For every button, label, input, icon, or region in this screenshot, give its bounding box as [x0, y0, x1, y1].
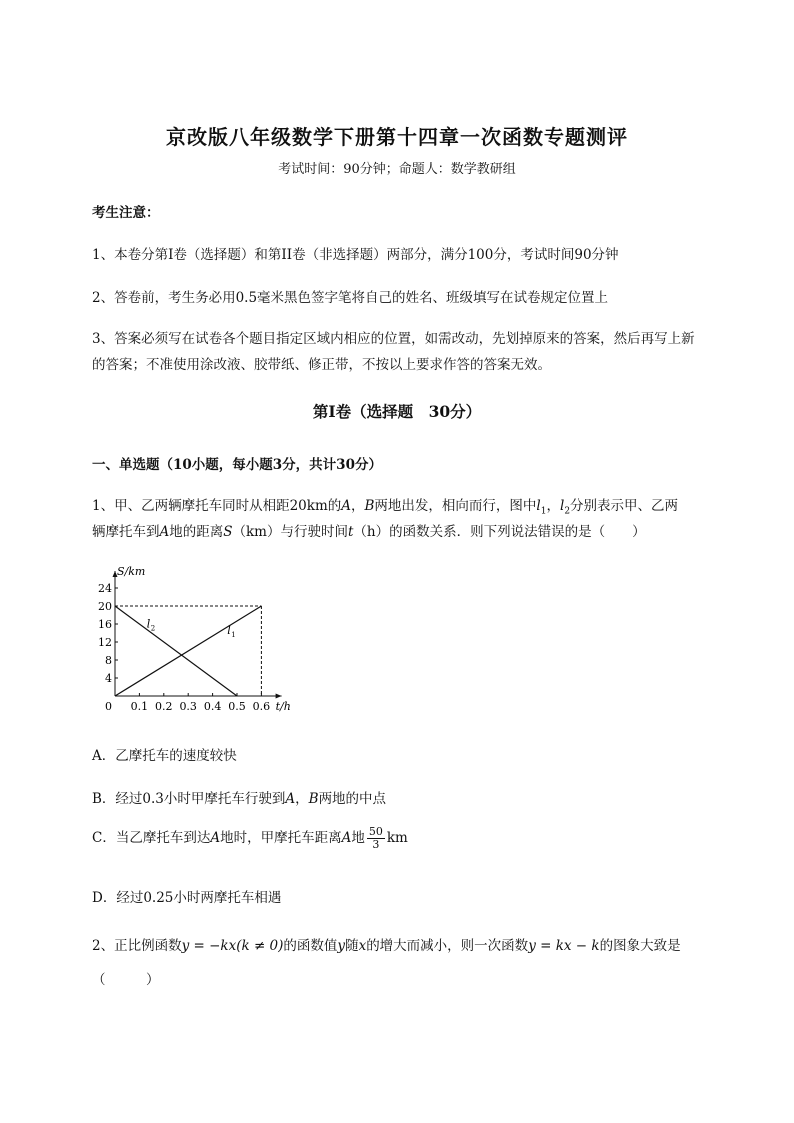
series-line-l1: [115, 606, 261, 696]
q2-text: 的图象大致是: [599, 938, 681, 954]
q2-stem-line-1: [92, 934, 681, 954]
q1-var-a: A: [210, 830, 221, 846]
series-label-sub-l1: 1: [231, 630, 236, 639]
x-tick-label: 0.6: [252, 700, 271, 713]
q1-text: C．当乙摩托车到达: [92, 830, 211, 846]
q1-var-a: A: [159, 524, 170, 540]
page-title: 京改版八年级数学下册第十四章一次函数专题测评: [166, 125, 628, 149]
q1-var-b: B: [308, 791, 319, 807]
q1-l2-sub: 2: [564, 506, 571, 517]
page-subtitle: 考试时间：90分钟；命题人：数学教研组: [278, 162, 516, 177]
q2-text: 随: [345, 938, 359, 954]
q1-var-a: A: [285, 791, 296, 807]
y-tick-label: 24: [98, 582, 112, 595]
q1-text: （km）与行驶时间: [232, 524, 348, 540]
q1-var-b: B: [364, 498, 375, 514]
q1-distance-time-chart: [96, 560, 306, 720]
q1-var-a: A: [341, 498, 351, 514]
q1-stem-line-2: [92, 520, 646, 540]
q1-text: 地时，甲摩托车距离: [220, 830, 342, 846]
q2-text: 2、正比例函数: [92, 938, 182, 954]
q1-option-c: [92, 826, 408, 851]
q1-l1-sub: 1: [540, 506, 547, 517]
q1-option-a: A．乙摩托车的速度较快: [92, 748, 237, 764]
notice-item-1: 1、本卷分第I卷（选择题）和第II卷（非选择题）两部分，满分100分，考试时间90分钟: [92, 247, 619, 263]
q1-text: B．经过0.3小时甲摩托车行驶到: [92, 791, 286, 807]
q1-var-a: A: [341, 830, 352, 846]
origin-label: 0: [105, 700, 112, 713]
q1-text: （h）的函数关系．则下列说法错误的是（ ）: [353, 524, 646, 540]
q2-var-x: x: [358, 938, 367, 954]
y-tick-label: 16: [98, 618, 112, 631]
y-tick-label: 12: [98, 636, 112, 649]
q1-var-s: S: [223, 524, 233, 540]
x-axis-arrow: [276, 694, 282, 699]
q1-l2: l: [559, 498, 565, 514]
q1-stem-line-1: [92, 494, 678, 517]
q1-text: ，: [351, 498, 365, 514]
notice-item-3-line-1: 3、答案必须写在试卷各个题目指定区域内相应的位置，如需改动，先划掉原来的答案，然后再写上新: [92, 331, 695, 347]
y-tick-label: 8: [105, 654, 112, 667]
x-tick-label: 0.5: [228, 700, 246, 713]
x-tick-label: 0.3: [179, 700, 197, 713]
q1-text: 地: [351, 830, 365, 846]
series-label-sub-l2: 2: [150, 624, 156, 633]
q1-unit: km: [386, 830, 408, 846]
q1-text: 分别表示甲、乙两: [570, 498, 679, 514]
q1-text: 两地出发，相向而行，图中: [374, 498, 537, 514]
q1-text: 辆摩托车到: [92, 524, 160, 540]
q1-option-b: [92, 787, 386, 807]
y-tick-label: 20: [98, 600, 112, 613]
q2-expression-1: y = −kx(k ≠ 0): [181, 938, 284, 954]
q2-answer-blank: （ ）: [92, 972, 160, 988]
series-line-l2: [115, 606, 237, 696]
y-tick-label: 4: [105, 672, 112, 685]
q1-text: ，: [295, 791, 309, 807]
q2-var-y: y: [337, 938, 346, 954]
series-label-l1: l: [227, 623, 231, 637]
q1-text: 地的距离: [169, 524, 224, 540]
x-tick-label: 0.4: [203, 700, 222, 713]
q1-l1: l: [536, 498, 541, 514]
q2-text: 的函数值: [283, 938, 338, 954]
q2-expression-2: y = kx − k: [528, 938, 600, 954]
series-label-l2: l: [146, 617, 151, 631]
x-axis-label: t/h: [275, 700, 291, 713]
x-tick-label: 0.1: [130, 700, 149, 713]
q1-option-d: D．经过0.25小时两摩托车相遇: [92, 890, 282, 906]
q1-text: 两地的中点: [318, 791, 387, 807]
x-tick-label: 0.2: [155, 700, 173, 713]
part-heading: 一、单选题（10小题，每小题3分，共计30分）: [92, 457, 382, 473]
fraction-numerator: 50: [368, 825, 383, 838]
fraction-50-3: [367, 826, 385, 851]
q2-text: 的增大而减小，则一次函数: [366, 938, 529, 954]
q1-text: ，: [546, 498, 560, 514]
section-title: 第I卷（选择题 30分）: [312, 402, 482, 421]
notice-item-2: 2、答卷前，考生务必用0.5毫米黑色签字笔将自己的姓名、班级填写在试卷规定位置上: [92, 290, 609, 306]
y-axis-label: S/km: [117, 565, 146, 578]
notice-item-3-line-2: 的答案；不准使用涂改液、胶带纸、修正带，不按以上要求作答的答案无效。: [92, 357, 551, 373]
notice-heading: 考生注意：: [92, 205, 160, 221]
q1-text: 1、甲、乙两辆摩托车同时从相距20km的: [92, 498, 342, 514]
fraction-denominator: 3: [372, 838, 380, 851]
q1-var-t: t: [347, 524, 354, 540]
